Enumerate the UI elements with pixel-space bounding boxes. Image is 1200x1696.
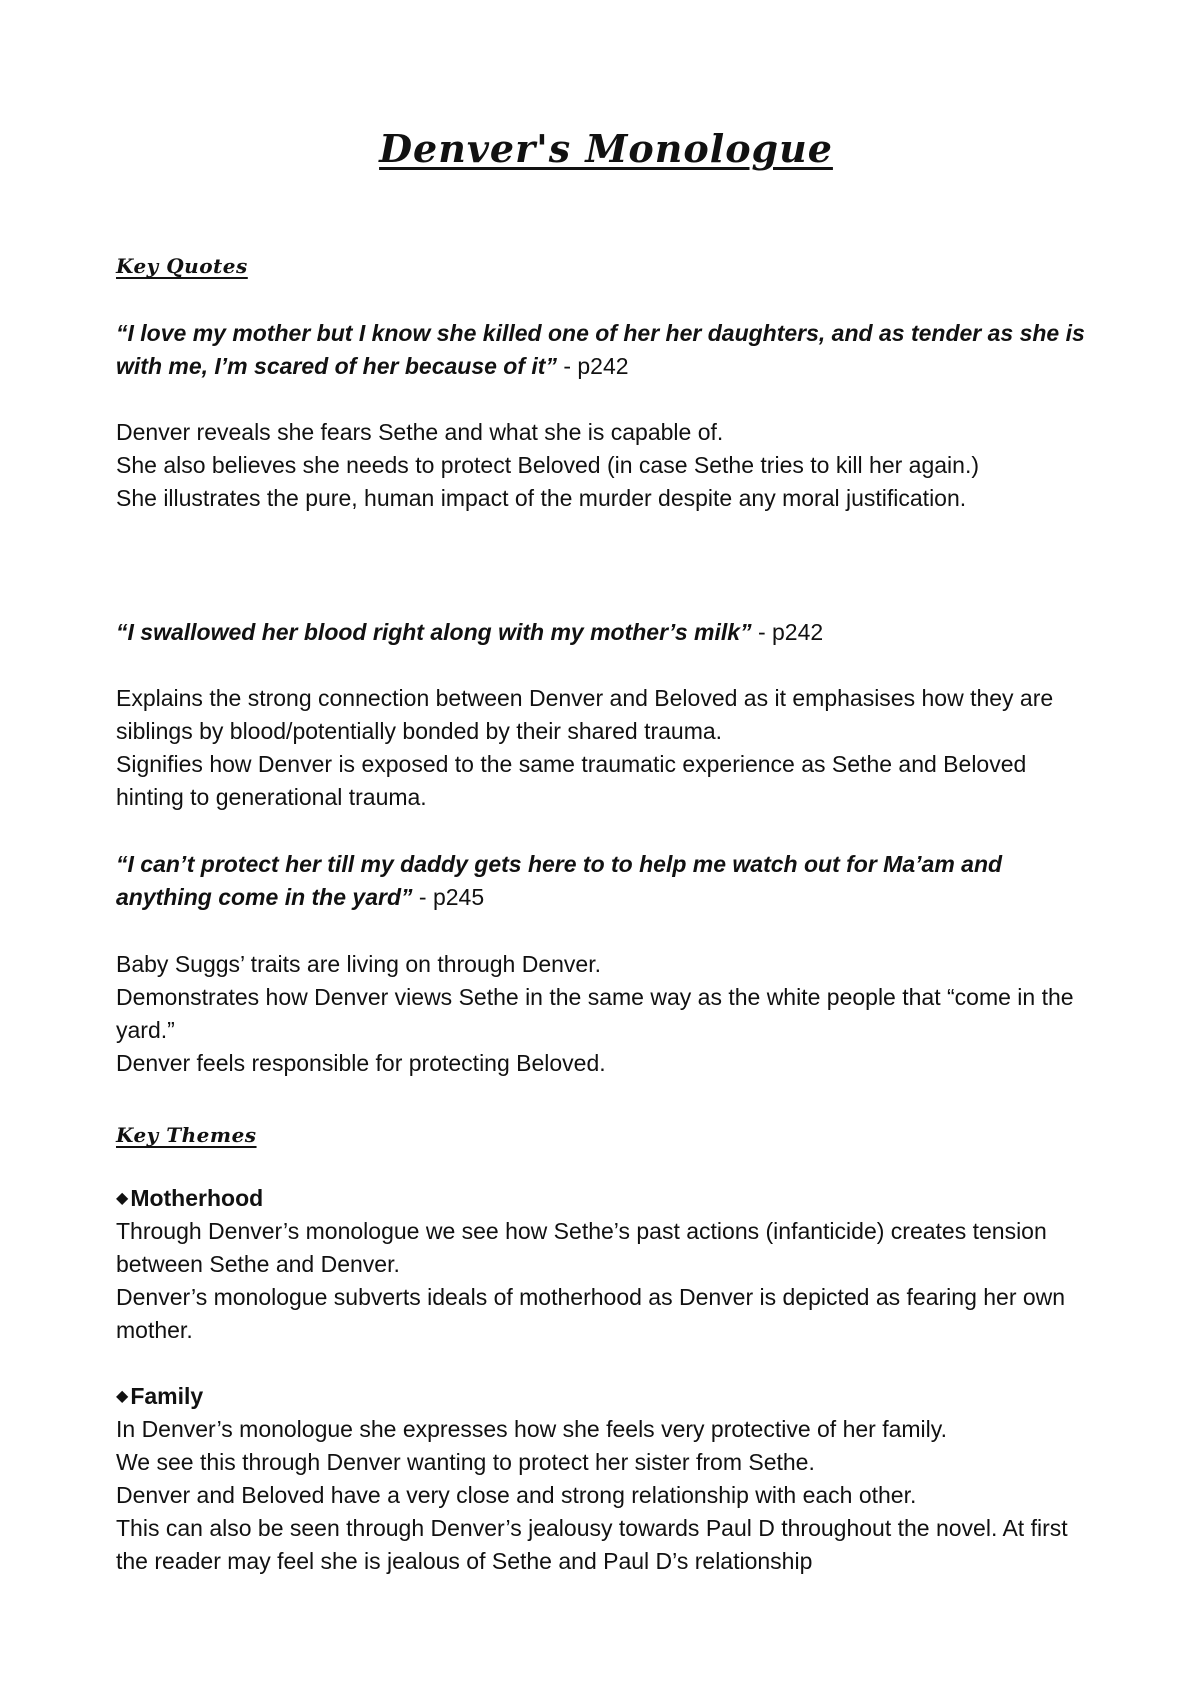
key-quotes-heading: Key Quotes (116, 254, 248, 278)
quote-1-analysis-line: Denver reveals she fears Sethe and what she is capable of. (116, 419, 724, 445)
quote-1-analysis (116, 416, 1096, 515)
theme-motherhood (116, 1182, 1096, 1347)
quote-2-ref: - p242 (751, 619, 824, 645)
theme-line: In Denver’s monologue she expresses how she feels very protective of her family. (116, 1416, 947, 1442)
quote-1-analysis-line: She illustrates the pure, human impact of the murder despite any moral justification. (116, 485, 967, 511)
theme-line: Denver’s monologue subverts ideals of motherhood as Denver is depicted as fearing her own mother. (116, 1284, 1066, 1343)
quote-3-text: “I can’t protect her till my daddy gets here to to help me watch out for Ma’am and anything come in the yard” (116, 851, 1003, 910)
quote-3-analysis-line: Baby Suggs’ traits are living on through Denver. (116, 951, 601, 977)
quote-2-analysis (116, 682, 1096, 814)
key-themes-heading: Key Themes (116, 1123, 257, 1147)
quote-3-ref: - p245 (412, 884, 485, 910)
theme-line: Denver and Beloved have a very close and strong relationship with each other. (116, 1482, 917, 1508)
quote-3 (116, 848, 1096, 914)
quote-3-analysis-line: Demonstrates how Denver views Sethe in the same way as the white people that “come in the yard.” (116, 984, 1074, 1043)
quote-3-analysis-line: Denver feels responsible for protecting Beloved. (116, 1050, 606, 1076)
quote-2 (116, 616, 1096, 649)
theme-line: We see this through Denver wanting to protect her sister from Sethe. (116, 1449, 815, 1475)
quote-1-analysis-line: She also believes she needs to protect Beloved (in case Sethe tries to kill her again.) (116, 452, 979, 478)
quote-1-text: “I love my mother but I know she killed one of her her daughters, and as tender as she is with me, I’m scared of her because of it” (116, 320, 1085, 379)
theme-family (116, 1380, 1096, 1578)
theme-title-text: Motherhood (130, 1185, 264, 1211)
page-title: Denver's Monologue (379, 126, 833, 171)
theme-line: This can also be seen through Denver’s jealousy towards Paul D throughout the novel. At first the reader may feel she is jealous of Sethe and Paul D’s relationship (116, 1515, 1068, 1574)
theme-title (116, 1380, 1096, 1413)
theme-line: Through Denver’s monologue we see how Sethe’s past actions (infanticide) creates tension between Sethe and Denver. (116, 1218, 1047, 1277)
quote-1-ref: - p242 (556, 353, 629, 379)
quote-2-text: “I swallowed her blood right along with my mother’s milk” (116, 619, 752, 645)
theme-title-text: Family (130, 1383, 204, 1409)
quote-3-analysis (116, 948, 1096, 1080)
diamond-bullet-icon: ◆ (116, 1190, 129, 1207)
quote-2-analysis-line: Explains the strong connection between Denver and Beloved as it emphasises how they are siblings by blood/potentially bonded by their shared trauma. (116, 685, 1054, 744)
quote-2-analysis-line: Signifies how Denver is exposed to the same traumatic experience as Sethe and Beloved hinting to generational trauma. (116, 751, 1027, 810)
theme-title (116, 1182, 1096, 1215)
diamond-bullet-icon: ◆ (116, 1388, 129, 1405)
quote-1 (116, 317, 1096, 383)
